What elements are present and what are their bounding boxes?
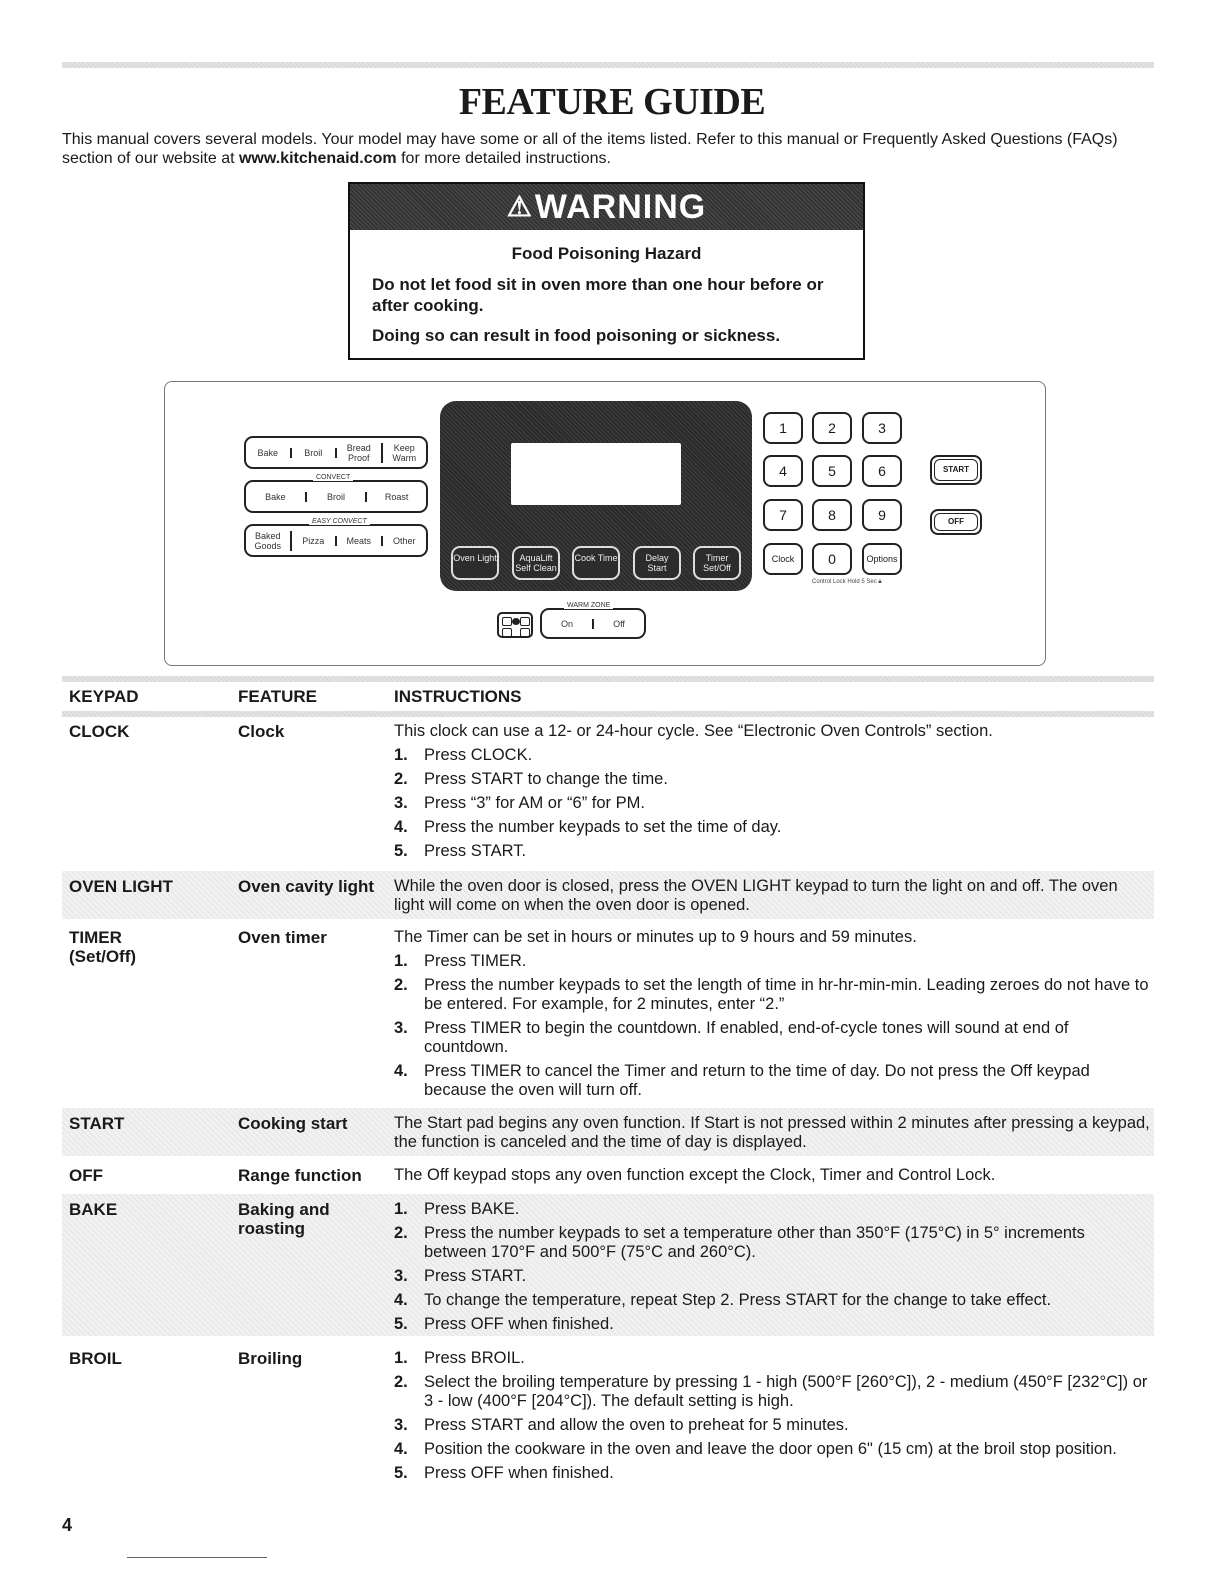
instruction-text: The Off keypad stops any oven function except the Clock, Timer and Control Lock. [394,1166,996,1184]
key-baked-goods[interactable]: Baked Goods [246,531,292,551]
key-meats[interactable]: Meats [337,536,383,546]
header-feature: FEATURE [238,687,318,706]
key-options[interactable]: Options [862,543,902,575]
warning-triangle-icon: ⚠ [506,191,533,222]
key-oven-light[interactable]: Oven Light [451,546,499,580]
warning-line-2: Doing so can result in food poisoning or sickness. [372,326,781,345]
off-key[interactable] [930,509,982,535]
easy-convect-label: EASY CONVECT [309,518,370,525]
key-delay-start[interactable]: Delay Start [633,546,681,580]
step-text: Press the number keypads to set the length of time in hr-hr-min-min. Leading zeroes do not have to be entered. For example, for 2 minutes, enter “2.” [424,976,1149,1013]
step-text: Press OFF when finished. [424,1464,614,1482]
keypad-cell: TIMER (Set/Off) [69,928,137,966]
key-broil[interactable]: Broil [292,448,338,458]
page-number: 4 [62,1515,73,1535]
instructions-cell [394,722,1150,866]
warning-box [348,182,865,360]
key-convect-broil[interactable]: Broil [307,492,368,502]
key-convect-bake[interactable]: Bake [246,492,307,502]
table-row-oven-light [62,871,1154,919]
top-rule [62,62,1154,68]
keypad-row-easy-convect [244,524,428,557]
key-8[interactable]: 8 [812,499,852,531]
keypad-cell: BAKE [69,1200,118,1219]
table-row-broil [62,1347,1154,1487]
step: 4. Press the number keypads to set the time of day. [394,818,782,836]
warm-zone-label: WARM ZONE [564,602,613,609]
instruction-text: The Timer can be set in hours or minutes up to 9 hours and 59 minutes. [394,928,917,946]
step-text: Press the number keypads to set the time of day. [424,818,782,836]
key-4[interactable]: 4 [763,455,803,487]
step-text: Press the number keypads to set a temperature other than 350°F (175°C) in 5° increments between 170°F and 500°F (75°C and 260°C). [424,1224,1085,1261]
key-5[interactable]: 5 [812,455,852,487]
warning-heading: WARNING [534,188,707,226]
warning-line-1: Do not let food sit in oven more than one hour before or after cooking. [372,275,824,315]
feature-cell: Clock [238,722,285,741]
feature-cell: Range function [238,1166,362,1185]
display-screen [511,443,681,505]
step: 2. Press the number keypads to set the length of time in hr-hr-min-min. Leading zeroes do not have to be entered. For example, for 2 minutes, enter “2.” [394,976,1149,1013]
warm-zone-icon [497,612,533,638]
header-keypad: KEYPAD [69,687,139,706]
key-9[interactable]: 9 [862,499,902,531]
warning-header [350,184,863,230]
keypad-row-bake-broil [244,436,428,469]
intro-end: for more detailed instructions. [396,150,611,167]
key-keep-warm[interactable]: Keep Warm [392,442,417,463]
step: 5. Press OFF when finished. [394,1464,614,1482]
feature-cell: Cooking start [238,1114,348,1133]
key-other[interactable]: Other [392,535,416,546]
key-7[interactable]: 7 [763,499,803,531]
step: 2. Press the number keypads to set a temperature other than 350°F (175°C) in 5° increments between 170°F and 500°F (75°C and 260°C). [394,1224,1085,1261]
key-warm-on[interactable]: On [542,619,594,629]
key-3[interactable]: 3 [862,412,902,444]
key-bread-proof[interactable]: Bread Proof [337,443,383,463]
feature-cell: Oven timer [238,928,327,947]
website-link[interactable]: www.kitchenaid.com [238,150,397,167]
step-text: Position the cookware in the oven and leave the door open 6" (15 cm) at the broil stop position. [424,1440,1117,1458]
step-text: Select the broiling temperature by pressing 1 - high (500°F [260°C]), 2 - medium (450°F [232°C]) or 3 - low (400°F [204°C]). The default setting is high. [424,1373,1148,1410]
instruction-text: While the oven door is closed, press the OVEN LIGHT keypad to turn the light on and off. The oven light will come on when the oven door is opened. [394,877,1118,914]
control-lock-text: Control Lock Hold 5 Sec [812,579,877,585]
warm-zone-keypad [540,608,646,639]
instructions-cell [394,1200,1150,1339]
step-text: Press START and allow the oven to preheat for 5 minutes. [424,1416,849,1434]
keypad-cell: OFF [69,1166,103,1185]
step-text: Press TIMER to begin the countdown. If enabled, end-of-cycle tones will sound at end of countdown. [424,1019,1069,1056]
instruction-text: This clock can use a 12- or 24-hour cycle. See “Electronic Oven Controls” section. [394,722,993,740]
step-text: Press OFF when finished. [424,1315,614,1333]
keypad-cell: CLOCK [69,722,130,741]
step-text: Press TIMER to cancel the Timer and return to the time of day. Do not press the Off keypad because the oven will turn off. [424,1062,1090,1099]
table-header-rule [62,711,1154,717]
step: 2. Press START to change the time. [394,770,668,788]
step: 4. Press TIMER to cancel the Timer and return to the time of day. Do not press the Off keypad because the oven will turn off. [394,1062,1090,1099]
step: 3. Press TIMER to begin the countdown. If enabled, end-of-cycle tones will sound at end of countdown. [394,1019,1069,1056]
step: 3. Press START and allow the oven to preheat for 5 minutes. [394,1416,849,1434]
step-text: Press START. [424,1267,527,1285]
feature-cell: Oven cavity light [238,877,375,896]
step-text: Press START. [424,842,527,860]
key-convect-roast[interactable]: Roast [384,491,409,502]
keypad-cell: BROIL [69,1349,122,1368]
off-key-label: OFF [934,513,978,531]
convect-label: CONVECT [313,474,353,481]
key-timer-set-off[interactable]: Timer Set/Off [693,546,741,580]
step-text: Press CLOCK. [424,746,533,764]
key-clock[interactable]: Clock [763,543,803,575]
keypad-row-convect [244,480,428,513]
step-text: Press BAKE. [424,1200,520,1218]
instruction-text: The Start pad begins any oven function. If Start is not pressed within 2 minutes after pressing a keypad, the function is canceled and the time of day is displayed. [394,1114,1150,1151]
start-key[interactable] [930,455,982,485]
key-2[interactable]: 2 [812,412,852,444]
table-row-start [62,1108,1154,1156]
key-aqualift-self-clean[interactable]: AquaLift Self Clean [512,546,560,580]
step: 4. To change the temperature, repeat Step 2. Press START for the change to take effect. [394,1291,1052,1309]
control-lock-label [812,579,882,585]
lock-icon: 🔒︎ [878,579,882,585]
step: 1. Press CLOCK. [394,746,533,764]
hazard-title: Food Poisoning Hazard [511,244,702,263]
intro-text [62,130,1152,168]
instructions-cell [394,928,1150,1105]
step: 3. Press “3” for AM or “6” for PM. [394,794,645,812]
step: 4. Position the cookware in the oven and leave the door open 6" (15 cm) at the broil stop position. [394,1440,1117,1458]
warning-body [354,230,859,354]
feature-cell: Broiling [238,1349,303,1368]
start-key-label: START [934,459,978,481]
step: 2. Select the broiling temperature by pressing 1 - high (500°F [260°C]), 2 - medium (450°F [232°C]) or 3 - low (400°F [204°C]). The default setting is high. [394,1373,1148,1410]
table-top-rule [62,676,1154,682]
keypad-cell: START [69,1114,125,1133]
page-title: FEATURE GUIDE [458,81,766,123]
instructions-cell [394,1114,1150,1157]
table-row-bake [62,1194,1154,1336]
instructions-cell [394,1349,1150,1488]
feature-cell: Baking and roasting [238,1200,330,1238]
step-text: Press BROIL. [424,1349,525,1367]
step: 3. Press START. [394,1267,527,1285]
footer-line [127,1557,267,1558]
step: 5. Press OFF when finished. [394,1315,614,1333]
table-row-off [62,1164,1154,1192]
table-row-timer [62,926,1154,1104]
keypad-cell: OVEN LIGHT [69,877,173,896]
step-text: To change the temperature, repeat Step 2. Press START for the change to take effect. [424,1291,1052,1309]
table-row-clock [62,720,1154,870]
key-1[interactable]: 1 [763,412,803,444]
key-pizza[interactable]: Pizza [292,536,338,546]
step-text: Press START to change the time. [424,770,668,788]
header-instructions: INSTRUCTIONS [394,687,522,706]
step-text: Press TIMER. [424,952,527,970]
key-6[interactable]: 6 [862,455,902,487]
instructions-cell [394,1166,1150,1190]
step: 1. Press BROIL. [394,1349,525,1367]
key-0[interactable]: 0 [812,543,852,575]
key-warm-off[interactable]: Off [613,618,625,629]
key-bake[interactable]: Bake [246,448,292,458]
step: 5. Press START. [394,842,527,860]
step-text: Press “3” for AM or “6” for PM. [424,794,645,812]
key-cook-time[interactable]: Cook Time [572,546,620,580]
step: 1. Press BAKE. [394,1200,520,1218]
intro-body: This manual covers several models. Your model may have some or all of the items listed. Refer to this manual or Frequently Asked Questions (FAQs) section of our website at [62,131,1118,167]
instructions-cell [394,877,1150,920]
step: 1. Press TIMER. [394,952,527,970]
